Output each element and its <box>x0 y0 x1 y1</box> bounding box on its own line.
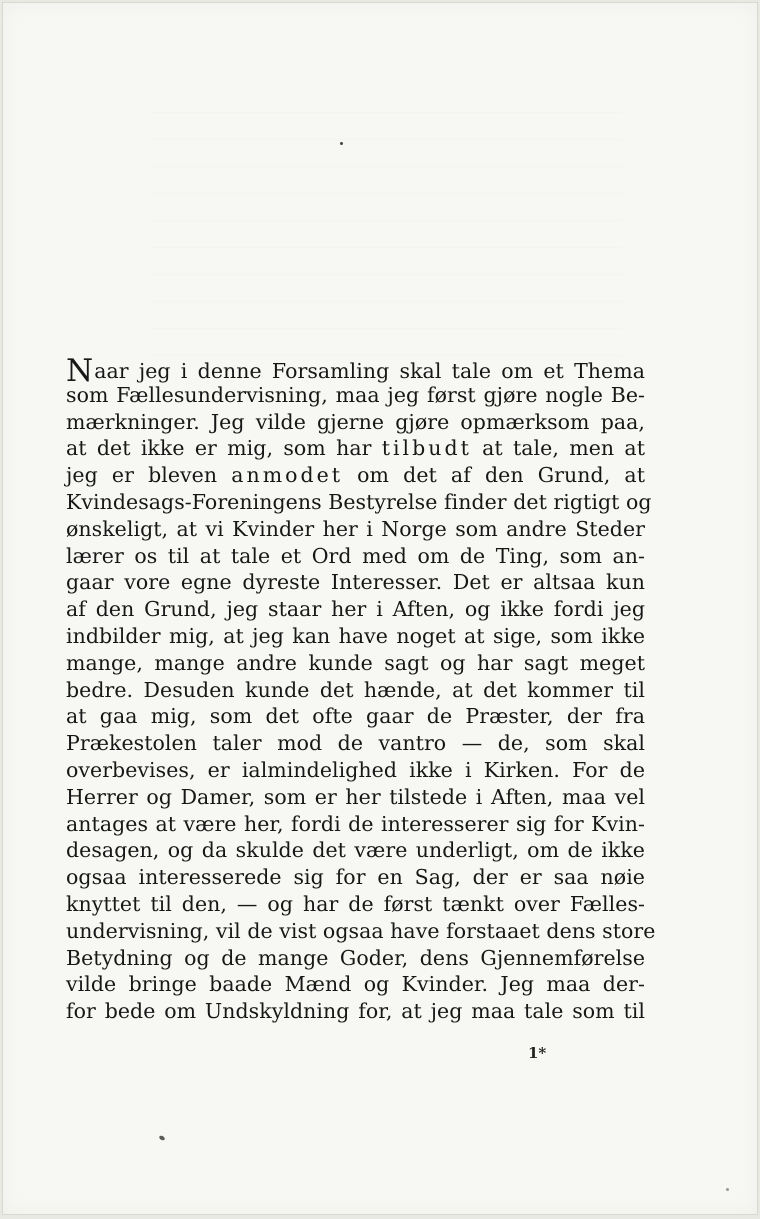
line-text: at det ikke er mig, som har <box>66 436 382 461</box>
emphasized-word: anmodet <box>231 463 343 488</box>
paper-speck <box>726 1188 729 1191</box>
paragraph-line: overbevises, er ialmindelighed ikke i Kirken. For de <box>66 757 645 782</box>
signature-mark: 1* <box>528 1044 547 1062</box>
reverse-side-bleedthrough <box>152 112 622 362</box>
paragraph-line <box>66 435 645 462</box>
paper-speck <box>340 142 343 145</box>
paragraph-line: vilde bringe baade Mænd og Kvinder. Jeg maa der- <box>66 972 645 997</box>
paragraph-line: Prækestolen taler mod de vantro — de, som skal <box>66 731 645 756</box>
paragraph-line: mærkninger. Jeg vilde gjerne gjøre opmærksom paa, <box>66 409 645 434</box>
paragraph-line: bedre. Desuden kunde det hænde, at det kommer til <box>66 677 645 702</box>
paragraph-line: som Fællesundervisning, maa jeg først gjøre nogle Be- <box>66 382 645 407</box>
paper-speck <box>158 1135 165 1141</box>
paragraph-line <box>66 353 645 389</box>
line-text: aar jeg i denne Forsamling skal tale om et Thema <box>94 359 645 383</box>
paragraph-line: knyttet til den, — og har de først tænkt over Fælles- <box>66 891 645 916</box>
document-page <box>2 2 758 1215</box>
paragraph-line: ønskeligt, at vi Kvinder her i Norge som andre Steder <box>66 516 645 541</box>
paragraph-line <box>66 462 645 489</box>
paragraph-line: mange, mange andre kunde sagt og har sagt meget <box>66 650 645 675</box>
line-text: jeg er bleven <box>66 463 232 488</box>
paragraph-line: ogsaa interesserede sig for en Sag, der er saa nøie <box>66 865 645 890</box>
paragraph-line: antages at være her, fordi de interesserer sig for Kvin- <box>66 811 645 836</box>
paragraph-line: for bede om Undskyldning for, at jeg maa tale som til <box>66 999 645 1024</box>
initial-letter: N <box>66 353 94 389</box>
paragraph-line: Kvindesags-Foreningens Bestyrelse finder det rigtigt og <box>66 489 652 514</box>
paragraph-line: desagen, og da skulde det være underligt, om de ikke <box>66 838 645 863</box>
line-text: om det af den Grund, at <box>342 463 645 488</box>
paragraph-line: gaar vore egne dyreste Interesser. Det er altsaa kun <box>66 570 645 595</box>
paragraph-line: af den Grund, jeg staar her i Aften, og ikke fordi jeg <box>66 597 645 622</box>
paragraph-line: Herrer og Damer, som er her tilstede i Aften, maa vel <box>66 784 645 809</box>
paragraph-line: at gaa mig, som det ofte gaar de Præster, der fra <box>66 704 645 729</box>
paragraph-line: Betydning og de mange Goder, dens Gjennemførelse <box>66 945 645 970</box>
body-paragraph <box>66 353 656 1025</box>
paragraph-line: lærer os til at tale et Ord med om de Ting, som an- <box>66 543 645 568</box>
paragraph-line: undervisning, vil de vist ogsaa have forstaaet dens store <box>66 918 656 943</box>
line-text: at tale, men at <box>471 436 645 461</box>
emphasized-word: tilbudt <box>381 436 472 461</box>
paragraph-line: indbilder mig, at jeg kan have noget at sige, som ikke <box>66 623 645 648</box>
